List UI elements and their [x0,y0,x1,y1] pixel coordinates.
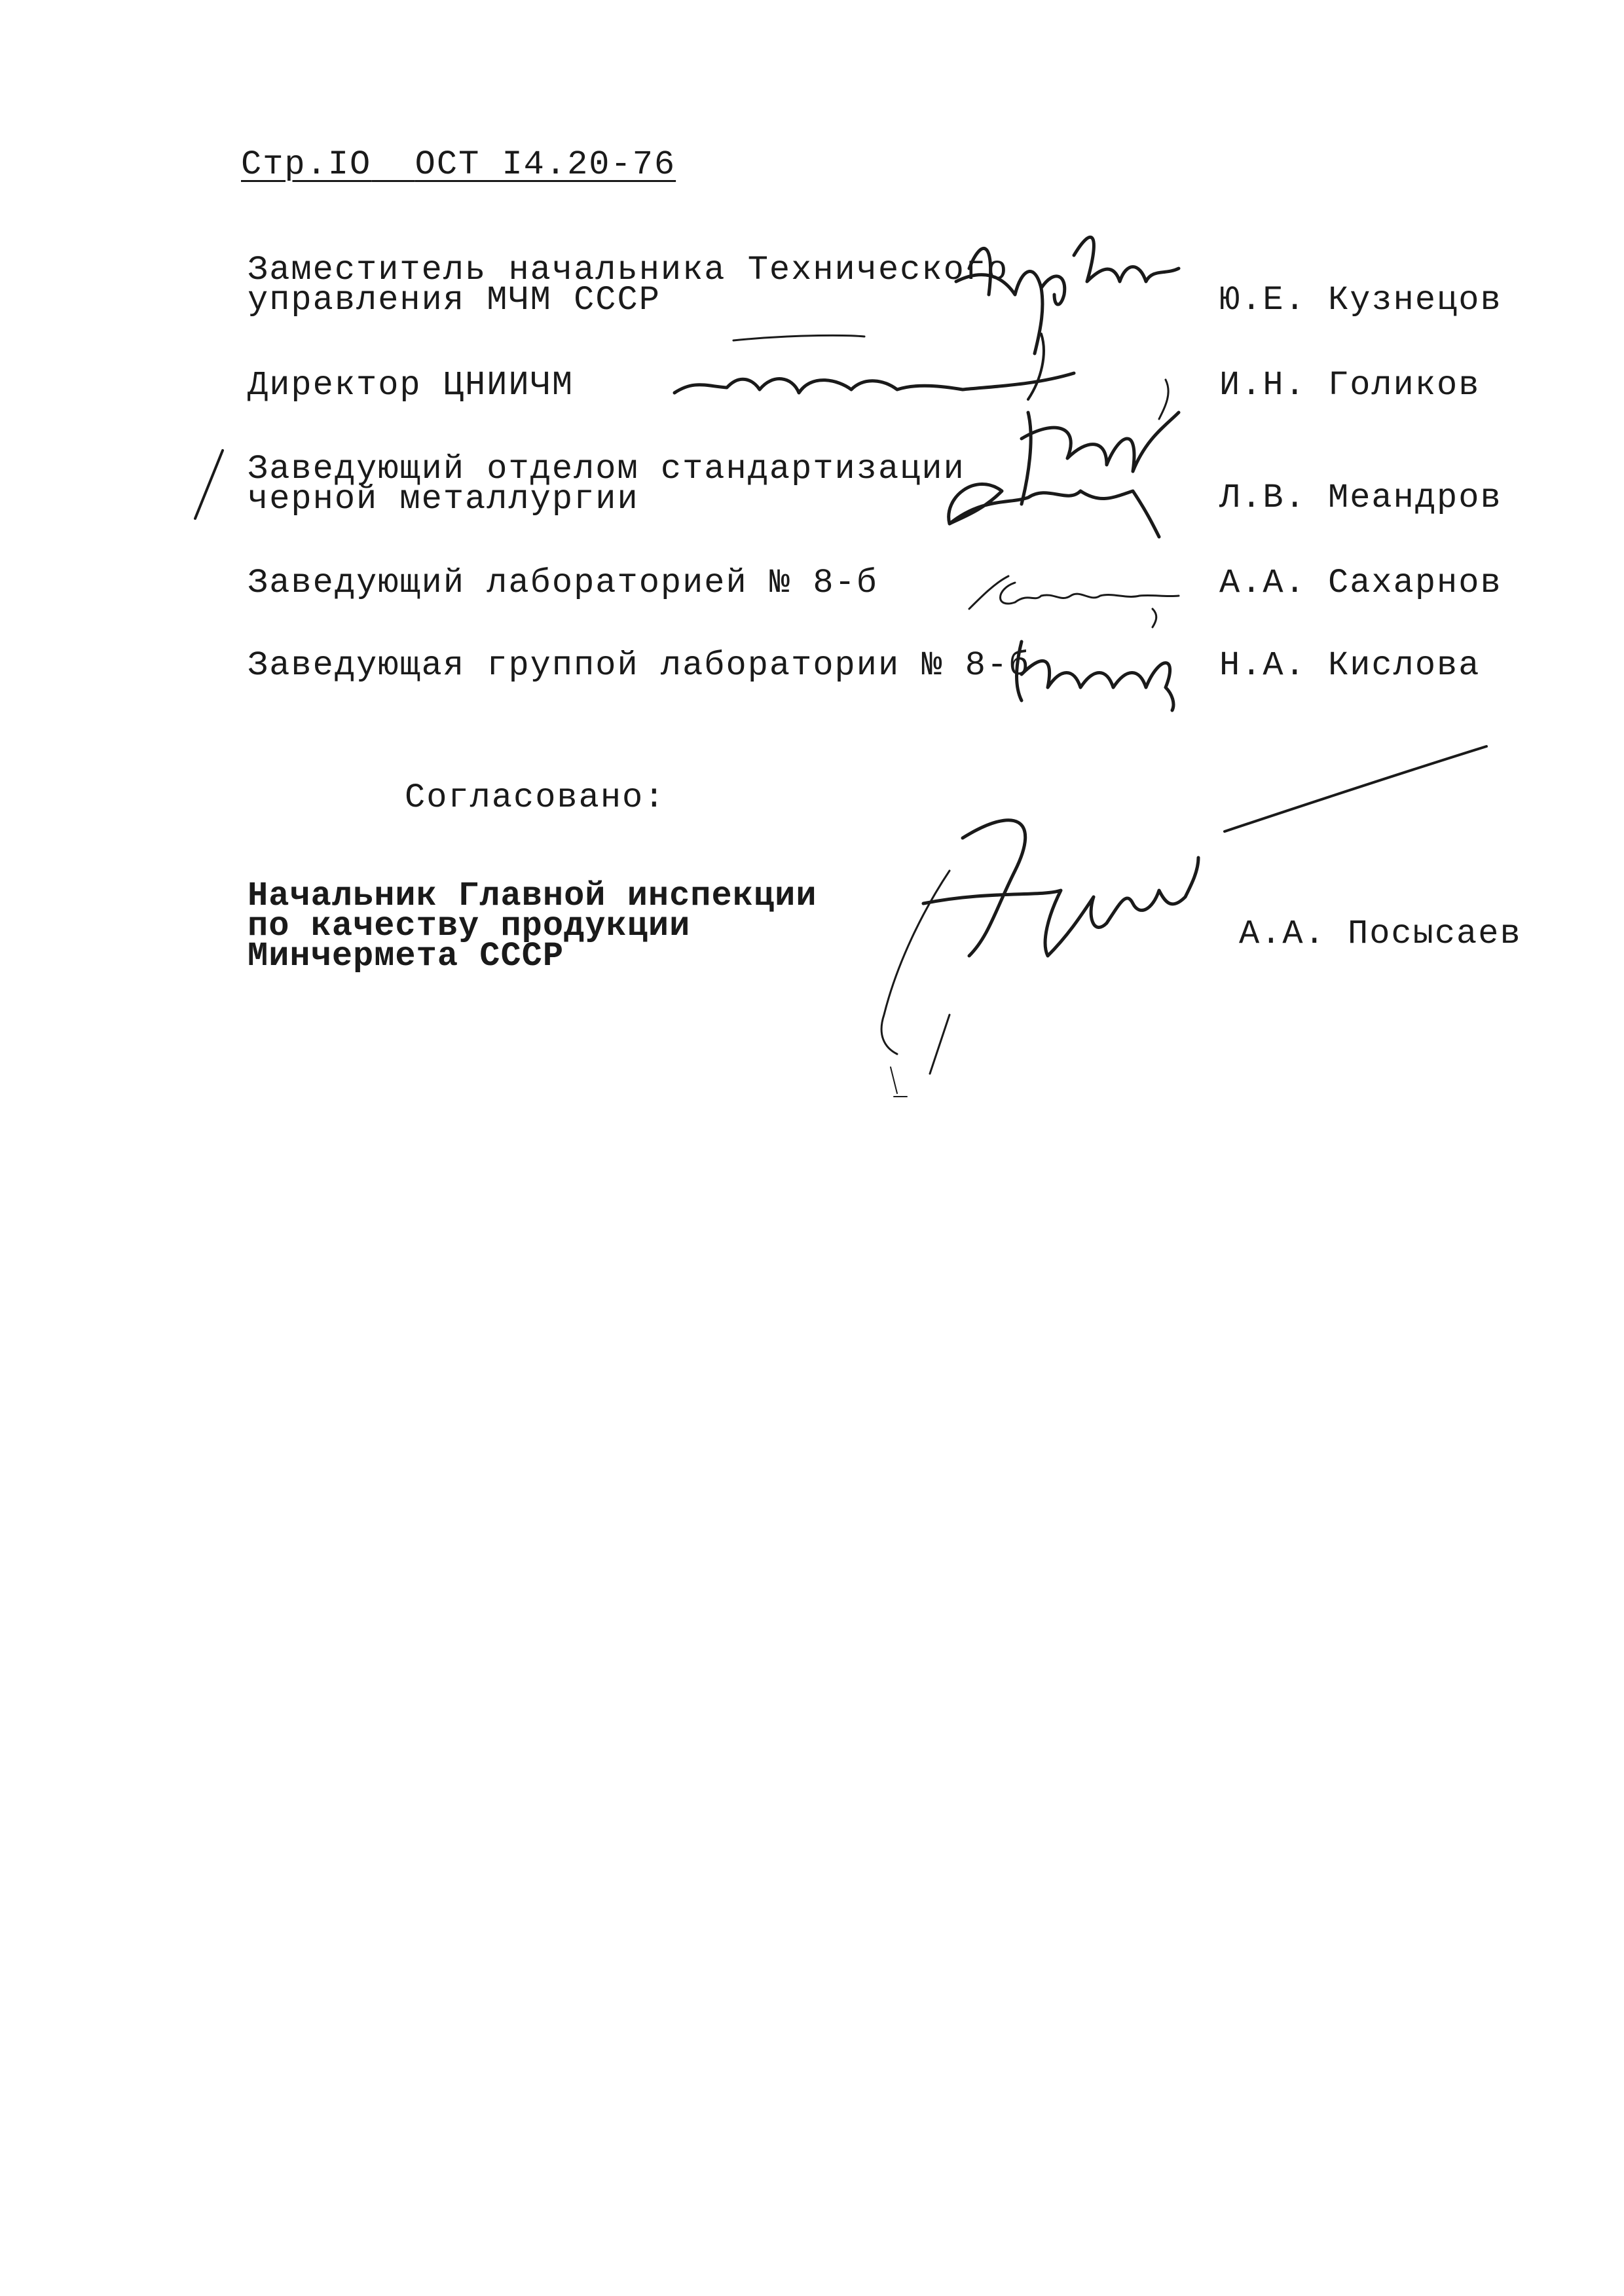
signatory-1-name: Ю.Е. Кузнецов [1219,281,1502,319]
handwritten-signature-4 [956,556,1192,629]
signatory-2-name: И.Н. Голиков [1219,366,1481,405]
standard-code: ОСТ I4.20-76 [415,145,676,184]
handwritten-signature-6 [858,740,1500,1106]
page-header [241,145,676,184]
signatory-3-position-line-1: Заведующий отделом стандартизации [248,450,965,488]
signatory-2-position: Директор ЦНИИЧМ [248,366,574,405]
signatory-1-position-line-2: управления МЧМ СССР [248,281,661,319]
signatory-4-name: А.А. Сахарнов [1219,564,1502,602]
approval-position-line-3: Минчермета СССР [248,937,564,975]
signatory-3-position-line-2: черной металлургии [248,480,639,519]
signatory-4-position: Заведующий лабораторией № 8-б [248,564,878,602]
approval-position-line-2: по качеству продукции [248,907,691,945]
handwritten-signature-5 [1002,629,1198,714]
signatory-5-position: Заведующая группой лаборатории № 8-б [248,646,1031,685]
approval-position-line-1: Начальник Главной инспекции [248,877,817,915]
handwritten-signature-3 [923,399,1198,550]
signatory-1-position-line-1: Заместитель начальника Технического [248,251,1009,289]
signatory-5-name: Н.А. Кислова [1219,646,1481,685]
approval-name: А.А. Посысаев [1239,915,1522,953]
approval-heading: Согласовано: [405,778,666,817]
margin-slash-mark [190,445,229,524]
page-number-label: Стр.IO [241,145,372,184]
signatory-3-name: Л.В. Меандров [1219,479,1502,517]
